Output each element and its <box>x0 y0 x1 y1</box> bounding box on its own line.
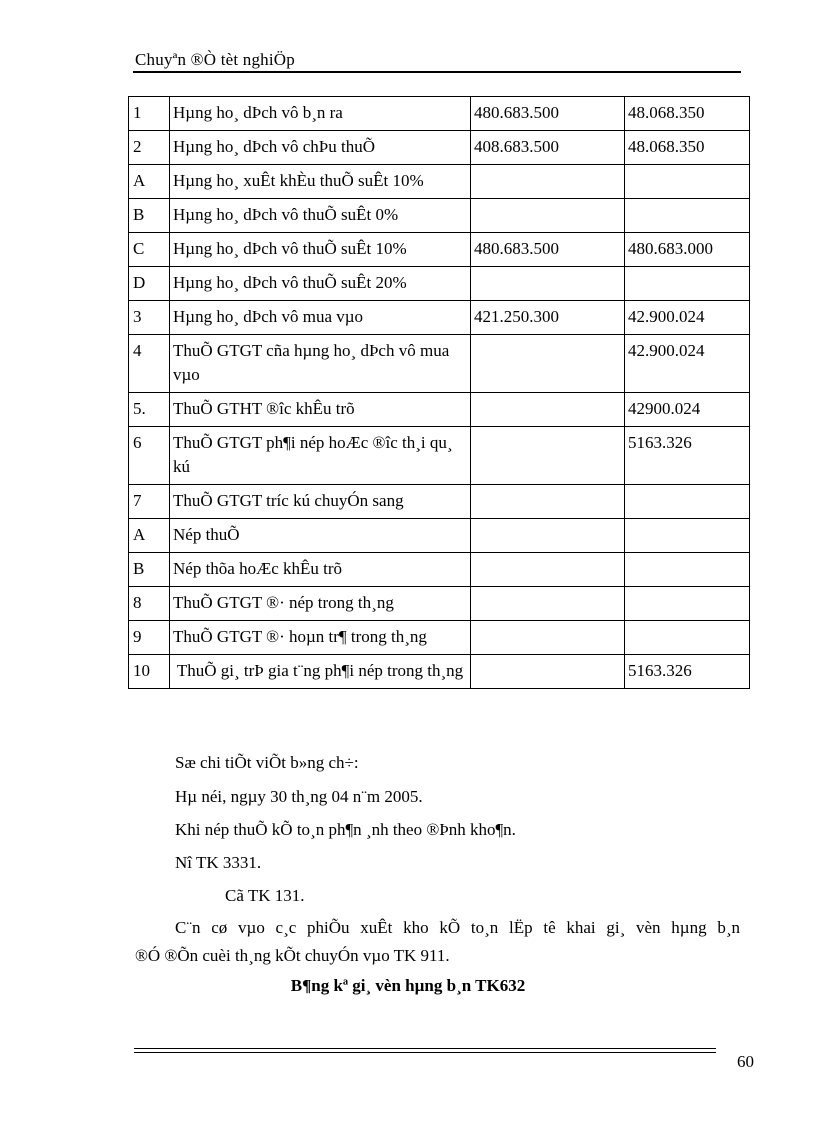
row-description: Nép thuÕ <box>170 519 471 553</box>
row-number: D <box>129 267 170 301</box>
table-row <box>129 621 750 655</box>
body-line: ®Ó ®Õn cuèi th¸ng kÕt chuyÓn vµo TK 911. <box>135 946 450 965</box>
row-number: 4 <box>129 335 170 393</box>
row-description: ThuÕ GTGT ®· hoµn tr¶ trong th¸ng <box>170 621 471 655</box>
row-number: A <box>129 519 170 553</box>
row-description: Nép thõa hoÆc khÊu trõ <box>170 553 471 587</box>
row-value-2 <box>625 621 750 655</box>
row-number: 1 <box>129 97 170 131</box>
row-value-1 <box>471 519 625 553</box>
row-description: Hµng ho¸ dÞch vô thuÕ suÊt 10% <box>170 233 471 267</box>
row-value-1 <box>471 655 625 689</box>
row-description: Hµng ho¸ dÞch vô thuÕ suÊt 20% <box>170 267 471 301</box>
row-value-2: 42.900.024 <box>625 335 750 393</box>
table-row <box>129 393 750 427</box>
row-value-2: 48.068.350 <box>625 97 750 131</box>
row-number: 10 <box>129 655 170 689</box>
row-description: Hµng ho¸ dÞch vô chÞu thuÕ <box>170 131 471 165</box>
row-description: ThuÕ GTGT cña hµng ho¸ dÞch vô mua vµo <box>170 335 471 393</box>
row-value-1 <box>471 267 625 301</box>
table-row <box>129 97 750 131</box>
row-value-1 <box>471 587 625 621</box>
table-row <box>129 335 750 393</box>
footer-rule <box>134 1048 716 1049</box>
header-rule <box>133 71 741 73</box>
row-value-2 <box>625 587 750 621</box>
row-number: B <box>129 199 170 233</box>
table-row <box>129 301 750 335</box>
row-value-2 <box>625 165 750 199</box>
row-number: 3 <box>129 301 170 335</box>
row-number: B <box>129 553 170 587</box>
row-value-2: 5163.326 <box>625 655 750 689</box>
row-description: Hµng ho¸ dÞch vô thuÕ suÊt 0% <box>170 199 471 233</box>
body-line: Sæ chi tiÕt viÕt b»ng ch÷: <box>175 753 359 772</box>
row-value-2: 42900.024 <box>625 393 750 427</box>
table-row <box>129 233 750 267</box>
row-description: Hµng ho¸ dÞch vô mua vµo <box>170 301 471 335</box>
body-line: Hµ néi, ngµy 30 th¸ng 04 n¨m 2005. <box>175 787 423 806</box>
row-number: 2 <box>129 131 170 165</box>
row-value-2 <box>625 553 750 587</box>
row-number: 7 <box>129 485 170 519</box>
table-row <box>129 485 750 519</box>
table-row <box>129 165 750 199</box>
row-value-2 <box>625 199 750 233</box>
row-description: ThuÕ GTGT ®· nép trong th¸ng <box>170 587 471 621</box>
row-description: Hµng ho¸ dÞch vô b¸n ra <box>170 97 471 131</box>
row-value-2: 480.683.000 <box>625 233 750 267</box>
row-value-2: 5163.326 <box>625 427 750 485</box>
row-value-2: 42.900.024 <box>625 301 750 335</box>
row-value-1 <box>471 485 625 519</box>
row-value-1 <box>471 553 625 587</box>
row-value-2 <box>625 519 750 553</box>
section-title: B¶ng kª gi¸ vèn hµng b¸n TK632 <box>290 976 526 995</box>
row-value-2 <box>625 485 750 519</box>
row-value-1 <box>471 165 625 199</box>
row-number: C <box>129 233 170 267</box>
table-row <box>129 519 750 553</box>
row-number: 6 <box>129 427 170 485</box>
row-value-1: 480.683.500 <box>471 233 625 267</box>
table-row <box>129 553 750 587</box>
body-line: Khi nép thuÕ kÕ to¸n ph¶n ¸nh theo ®Þnh kho¶n. <box>175 820 516 839</box>
vat-declaration-table <box>128 96 750 689</box>
row-value-1 <box>471 427 625 485</box>
body-line: Cã TK 131. <box>225 886 305 905</box>
table-row <box>129 587 750 621</box>
row-value-1: 421.250.300 <box>471 301 625 335</box>
row-number: 8 <box>129 587 170 621</box>
table-row <box>129 427 750 485</box>
row-value-2: 48.068.350 <box>625 131 750 165</box>
table-body <box>129 97 750 689</box>
table-row <box>129 131 750 165</box>
page-number: 60 <box>737 1052 754 1071</box>
row-value-1: 480.683.500 <box>471 97 625 131</box>
row-description: ThuÕ gi¸ trÞ gia t¨ng ph¶i nép trong th¸ng <box>170 655 471 689</box>
table-row <box>129 267 750 301</box>
row-description: ThuÕ GTGT tríc kú chuyÓn sang <box>170 485 471 519</box>
row-value-1 <box>471 621 625 655</box>
table-row <box>129 199 750 233</box>
row-value-1: 408.683.500 <box>471 131 625 165</box>
row-number: A <box>129 165 170 199</box>
row-value-1 <box>471 199 625 233</box>
body-line: Nî TK 3331. <box>175 853 262 872</box>
body-line: C¨n cø vµo c¸c phiÕu xuÊt kho kÕ to¸n lËp tê khai gi¸ vèn hµng b¸n <box>175 918 740 937</box>
row-description: ThuÕ GTHT ®îc khÊu trõ <box>170 393 471 427</box>
row-number: 9 <box>129 621 170 655</box>
row-description: Hµng ho¸ xuÊt khÈu thuÕ suÊt 10% <box>170 165 471 199</box>
row-number: 5. <box>129 393 170 427</box>
row-value-1 <box>471 393 625 427</box>
row-value-1 <box>471 335 625 393</box>
table-row <box>129 655 750 689</box>
footer-rule <box>134 1052 716 1053</box>
row-description: ThuÕ GTGT ph¶i nép hoÆc ®îc th¸i qu¸ kú <box>170 427 471 485</box>
running-header: Chuyªn ®Ò tèt nghiÖp <box>135 50 295 69</box>
row-value-2 <box>625 267 750 301</box>
